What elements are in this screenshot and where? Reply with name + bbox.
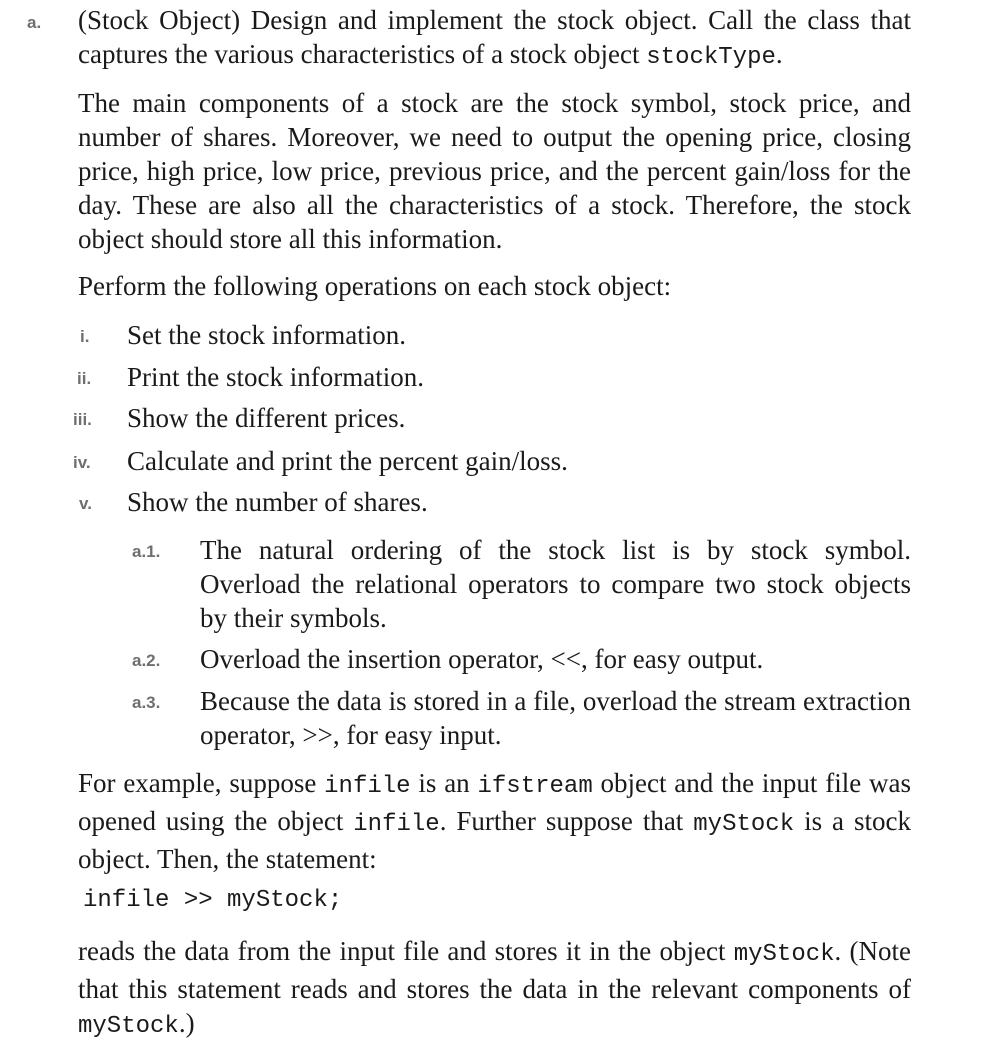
operation-text: Print the stock information. — [127, 362, 424, 392]
final-text: .) — [178, 1008, 195, 1038]
final-text: reads the data from the input file and stores it in the object — [78, 936, 734, 966]
code-statement: infile >> myStock; — [83, 887, 343, 914]
class-name-code: stockType — [646, 44, 776, 71]
final-paragraph — [78, 934, 911, 1044]
components-paragraph: The main components of a stock are the stock symbol, stock price, and number of shares. Moreover, we need to output the opening price, closing price, high price, low price, previous price, and the percent gain/loss for the day. These are also all the characteristics of a stock. Therefore, the stock object should store all this information. — [78, 88, 911, 254]
inline-code: myStock — [733, 941, 835, 968]
example-text: object and the input file was opened using the object — [78, 768, 911, 836]
example-text: For example, suppose — [78, 768, 325, 798]
operations-intro: Perform the following operations on each stock object: — [78, 271, 672, 301]
operation-text: Calculate and print the percent gain/loss. — [127, 446, 568, 476]
operation-text: Show the different prices. — [127, 403, 406, 433]
inline-code: myStock — [78, 1013, 179, 1040]
operation-label: iv. — [73, 453, 91, 472]
example-text: is a stock object. Then, the statement: — [78, 806, 911, 874]
operation-text: Set the stock information. — [127, 320, 406, 350]
operation-label: v. — [79, 494, 92, 513]
final-text: . (Note that this statement reads and stores the data in the relevant components of — [78, 936, 911, 1004]
subitem-text: The natural ordering of the stock list is by stock symbol. Overload the relational operators to compare two stock objects by their symbols. — [200, 535, 911, 633]
subitem-label: a.3. — [132, 693, 161, 712]
example-text: . Further suppose that — [439, 806, 694, 836]
inline-code: infile — [353, 811, 440, 838]
example-paragraph — [78, 766, 911, 876]
subitem-label: a.1. — [132, 542, 161, 561]
subitem-text: Overload the insertion operator, <<, for easy output. — [200, 644, 764, 674]
operation-text: Show the number of shares. — [127, 487, 428, 517]
intro-end: . — [775, 39, 783, 69]
operation-label: ii. — [77, 369, 92, 388]
operation-label: i. — [80, 327, 90, 346]
operation-label: iii. — [73, 410, 92, 429]
example-text: is an — [410, 768, 478, 798]
problem-label: a. — [27, 13, 42, 32]
subitem-text: Because the data is stored in a file, overload the stream extraction operator, >>, for easy input. — [200, 686, 911, 750]
problem-intro — [78, 3, 911, 75]
subitem-label: a.2. — [132, 651, 161, 670]
inline-code: myStock — [693, 811, 795, 838]
intro-text: (Stock Object) Design and implement the stock object. Call the class that captures the various characteristics of a stock object — [78, 5, 911, 69]
inline-code: infile — [324, 773, 411, 800]
inline-code: ifstream — [477, 773, 593, 800]
